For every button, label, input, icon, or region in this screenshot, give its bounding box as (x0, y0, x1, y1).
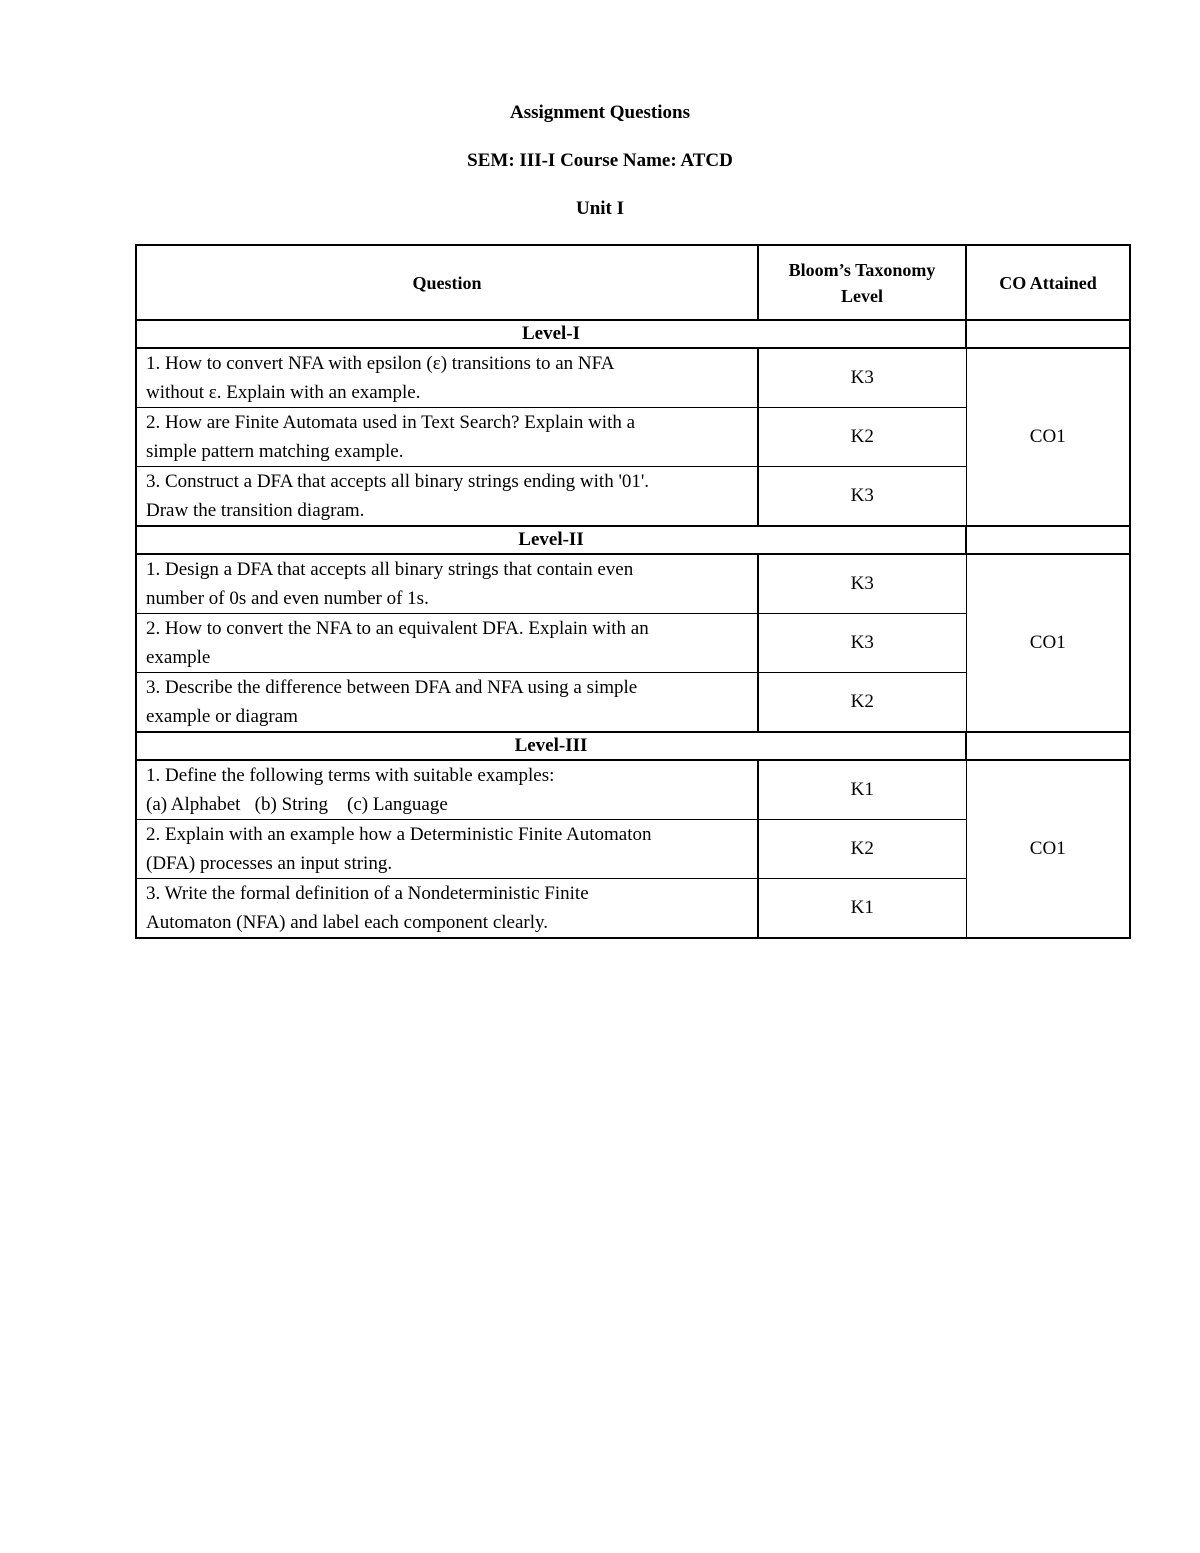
question-line: 3. Describe the difference between DFA and NFA using a simple (146, 677, 638, 698)
question-line: 1. Design a DFA that accepts all binary strings that contain even (146, 559, 634, 580)
question-text (136, 348, 758, 408)
question-line: number of 0s and even number of 1s. (146, 588, 429, 609)
question-line: 3. Construct a DFA that accepts all binary strings ending with '01'. (146, 471, 650, 492)
unit-heading: Unit I (575, 198, 625, 219)
question-line: 2. Explain with an example how a Deterministic Finite Automaton (146, 824, 652, 845)
header-question: Question (136, 245, 758, 320)
level-row (136, 526, 1130, 554)
question-text (136, 879, 758, 939)
bloom-level: K1 (758, 760, 966, 820)
question-line: 2. How to convert the NFA to an equivalent DFA. Explain with an (146, 618, 649, 639)
table-row (136, 760, 1130, 820)
question-text (136, 760, 758, 820)
level-row (136, 732, 1130, 760)
question-line: 3. Write the formal definition of a Nondeterministic Finite (146, 883, 589, 904)
question-line: (a) Alphabet (b) String (c) Language (146, 794, 448, 815)
question-line: example or diagram (146, 706, 298, 727)
question-text (136, 408, 758, 467)
question-line: Automaton (NFA) and label each component clearly. (146, 912, 549, 933)
co-attained: CO1 (966, 348, 1130, 526)
header-bloom-line2: Level (841, 285, 883, 306)
bloom-level: K2 (758, 673, 966, 733)
document-title: Assignment Questions (510, 102, 690, 123)
bloom-level: K2 (758, 408, 966, 467)
question-text (136, 820, 758, 879)
question-text (136, 673, 758, 733)
level-label: Level-III (136, 732, 966, 760)
co-attained: CO1 (966, 554, 1130, 732)
assignment-table (135, 244, 1131, 939)
bloom-level: K1 (758, 879, 966, 939)
table-header-row (136, 245, 1130, 320)
level-label: Level-II (136, 526, 966, 554)
table-row (136, 554, 1130, 614)
level-co-blank (966, 732, 1130, 760)
question-line: 2. How are Finite Automata used in Text Search? Explain with a (146, 412, 636, 433)
header-bloom-line1: Bloom’s Taxonomy (788, 259, 936, 280)
header-co-attained: CO Attained (966, 245, 1130, 320)
bloom-level: K3 (758, 348, 966, 408)
question-line: 1. Define the following terms with suitable examples: (146, 765, 555, 786)
bloom-level: K3 (758, 554, 966, 614)
co-attained: CO1 (966, 760, 1130, 938)
question-line: 1. How to convert NFA with epsilon (ε) transitions to an NFA (146, 353, 615, 374)
question-line: simple pattern matching example. (146, 441, 404, 462)
question-text (136, 467, 758, 527)
question-text (136, 614, 758, 673)
level-row (136, 320, 1130, 348)
question-line: example (146, 647, 211, 668)
bloom-level: K2 (758, 820, 966, 879)
level-co-blank (966, 526, 1130, 554)
question-line: without ε. Explain with an example. (146, 382, 421, 403)
level-label: Level-I (136, 320, 966, 348)
question-line: (DFA) processes an input string. (146, 853, 393, 874)
question-text (136, 554, 758, 614)
document-subtitle: SEM: III-I Course Name: ATCD (467, 150, 733, 171)
bloom-level: K3 (758, 614, 966, 673)
header-bloom-level (758, 245, 966, 320)
table-row (136, 348, 1130, 408)
bloom-level: K3 (758, 467, 966, 527)
question-line: Draw the transition diagram. (146, 500, 365, 521)
level-co-blank (966, 320, 1130, 348)
